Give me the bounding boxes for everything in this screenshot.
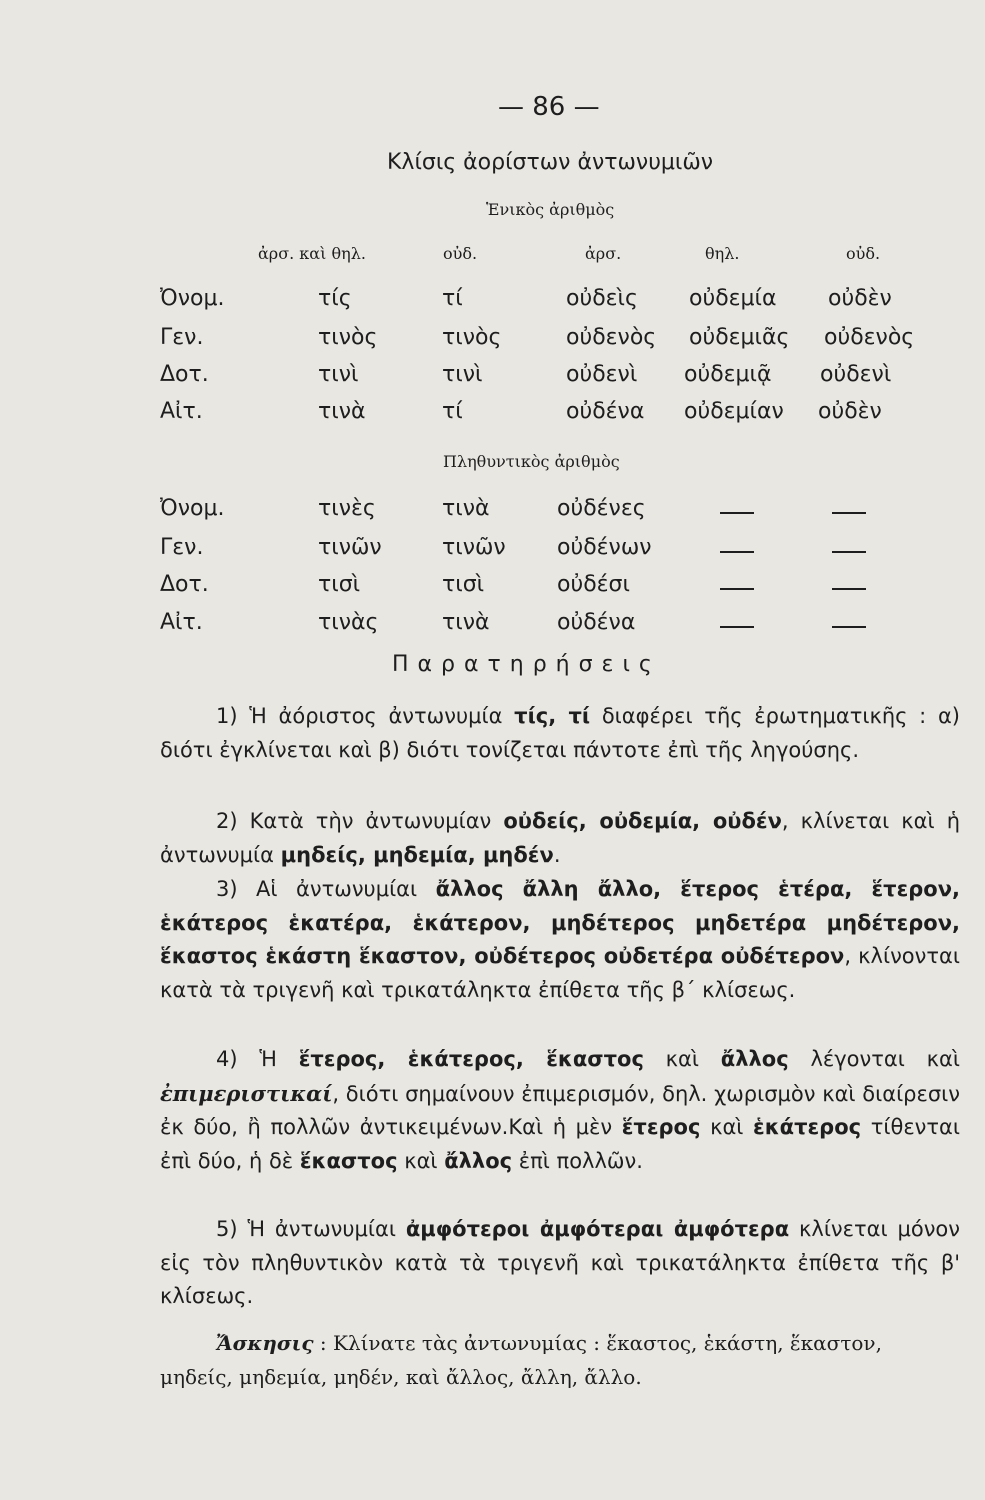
table-cell: οὐδὲν [818,399,882,424]
empty-dash [720,626,754,628]
table-cell: τινὶ [442,362,483,387]
observation-2: 2) Κατὰ τὴν ἀντωνυμίαν οὐδείς, οὐδεμία, οὐδέν, κλίνεται καὶ ἡ ἀντωνυμία μηδείς, μηδεμία, μηδέν. [160,809,961,867]
table-cell: οὐδεμιᾷ [684,362,772,387]
table-cell: οὐδενὶ [820,362,892,387]
table-cell: τισὶ [442,572,485,597]
table-cell: οὐδένα [566,399,645,424]
observation-4: 4) Ἡ ἕτερος, ἑκάτερος, ἕκαστος καὶ ἄλλος λέγονται καὶ ἐπιμεριστικαί, διότι σημαίνουν ἐπιμερισμόν, δηλ. χωρισμὸν καὶ διαίρεσιν ἐκ δύο, ἢ πολλῶν ἀντικειμένων.Καὶ ἡ μὲν ἕτερος καὶ ἑκάτερος τίθενται ἐπὶ δύο, ἡ δὲ ἕκαστος καὶ ἄλλος ἐπὶ πολλῶν. [160,1047,960,1173]
table-cell: οὐδὲν [828,286,892,311]
table-cell: τινὶ [318,362,359,387]
empty-dash [832,551,866,553]
case-label: Ὀνομ. [160,286,225,311]
page-title: Κλίσις ἀορίστων ἀντωνυμιῶν [387,150,714,175]
header-masc-fem: ἀρσ. καὶ θηλ. [258,244,366,263]
case-label: Ὀνομ. [160,496,225,521]
table-cell: τί [442,399,463,424]
header-fem: θηλ. [705,244,740,263]
empty-dash [720,588,754,590]
table-cell: τινὰ [442,610,490,635]
table-cell: οὐδενὸς [566,325,657,350]
table-cell: οὐδένα [557,610,636,635]
case-label: Γεν. [160,325,204,350]
empty-dash [720,551,754,553]
table-cell: οὐδεμιᾶς [689,325,790,350]
empty-dash [832,512,866,514]
observation-3: 3) Αἱ ἀντωνυμίαι ἄλλος ἄλλη ἄλλο, ἕτερος ἑτέρα, ἕτερον, ἑκάτερος ἑκατέρα, ἑκάτερον, μηδέτερος μηδετέρα μηδέτερον, ἕκαστος ἑκάστη ἕκαστον, οὐδέτερος οὐδετέρα οὐδέτερον, κλίνονται κατὰ τὰ τριγενῆ καὶ τρικατάληκτα ἐπίθετα τῆς β΄ κλίσεως. [160,877,961,1002]
table-cell: οὐδέσι [557,572,630,597]
table-cell: οὐδεμία [689,286,777,311]
header-masc: ἀρσ. [585,244,622,263]
exercise: Ἄσκησις : Κλίνατε τὰς ἀντωνυμίας : ἕκαστος, ἑκάστη, ἕκαστον, μηδείς, μηδεμία, μηδέν, καὶ ἄλλος, ἄλλη, ἄλλο. [160,1331,882,1389]
table-cell: οὐδενὸς [824,325,915,350]
exercise-label: Ἄσκησις [216,1331,314,1355]
table-cell: τίς [318,286,352,311]
table-cell: τινὰς [318,610,379,635]
table-cell: οὐδενὶ [566,362,638,387]
table-cell: τινῶν [318,535,382,560]
table-cell: τινῶν [442,535,506,560]
table-cell: τινὰ [318,399,366,424]
case-label: Αἰτ. [160,399,203,424]
case-label: Γεν. [160,535,204,560]
empty-dash [720,512,754,514]
singular-heading: Ἑνικὸς ἀριθμὸς [486,200,615,219]
header-neuter: οὐδ. [443,244,478,263]
observation-1: 1) Ἡ ἀόριστος ἀντωνυμία τίς, τί διαφέρει τῆς ἐρωτηματικῆς : α) διότι ἐγκλίνεται καὶ β) διότι τονίζεται πάντοτε ἐπὶ τῆς ληγούσης. [160,704,960,762]
table-cell: τινὸς [442,325,502,350]
observation-5: 5) Ἡ ἀντωνυμίαι ἀμφότεροι ἀμφότεραι ἀμφότερα κλίνεται μόνον εἰς τὸν πληθυντικὸν κατὰ τὰ τριγενῆ καὶ τρικατάληκτα ἐπίθετα τῆς β' κλίσεως. [160,1217,960,1309]
table-cell: τινὰ [442,496,490,521]
table-cell: τινὸς [318,325,378,350]
case-label: Αἰτ. [160,610,203,635]
empty-dash [832,588,866,590]
header-neuter-2: οὐδ. [846,244,881,263]
observations-heading: Παρατηρήσεις [392,652,661,677]
plural-heading: Πληθυντικὸς ἀριθμὸς [443,452,620,471]
table-cell: οὐδεὶς [566,286,638,311]
table-cell: τισὶ [318,572,361,597]
empty-dash [832,626,866,628]
case-label: Δοτ. [160,572,209,597]
table-cell: οὐδεμίαν [684,399,784,424]
page-number: — 86 — [498,92,600,122]
table-cell: οὐδένες [557,496,646,521]
table-cell: τί [442,286,463,311]
table-cell: οὐδένων [557,535,652,560]
table-cell: τινὲς [318,496,376,521]
case-label: Δοτ. [160,362,209,387]
